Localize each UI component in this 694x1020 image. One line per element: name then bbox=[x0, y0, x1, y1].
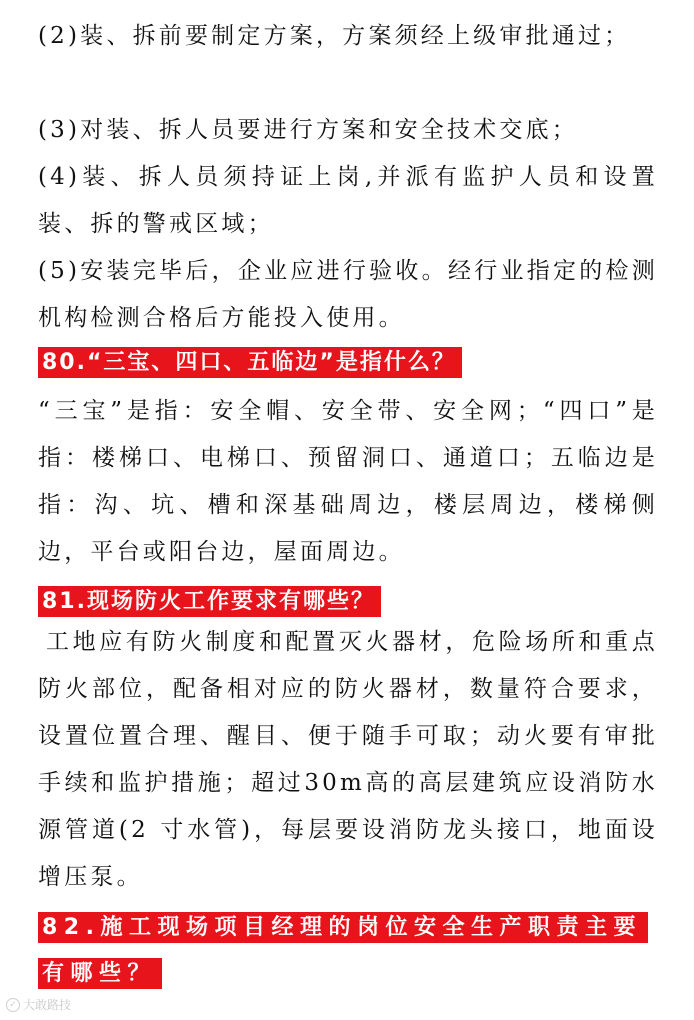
list-item-2: (2)装、拆前要制定方案，方案须经上级审批通过； bbox=[38, 23, 631, 49]
question-80-heading bbox=[38, 344, 462, 382]
list-item-3: (3)对装、拆人员要进行方案和安全技术交底； bbox=[38, 117, 578, 143]
question-81-heading bbox=[38, 583, 381, 621]
question-81-heading-text: 81.现场防火工作要求有哪些？ bbox=[38, 586, 381, 617]
watermark-text: 大敢路技 bbox=[23, 998, 72, 1012]
question-80-heading-text: 80.“三宝、四口、五临边”是指什么？ bbox=[38, 347, 462, 378]
question-81-answer: 工地应有防火制度和配置灭火器材，危险场所和重点防火部位，配备相对应的防火器材，数量符合要求，设置位置合理、醒目、便于随手可取；动火要有审批手续和监护措施；超过30m高的高层建筑应设消防水源管道(2 寸水管)，每层要设消防龙头接口，地面设增压泵。 bbox=[38, 629, 658, 890]
question-82-heading bbox=[38, 905, 668, 997]
question-82-heading-text: 82.施工现场项目经理的岗位安全生产职责主要有哪些？ bbox=[38, 912, 648, 989]
list-item-5: (5)安装完毕后，企业应进行验收。经行业指定的检测机构检测合格后方能投入使用。 bbox=[38, 258, 658, 331]
watermark-logo-icon: ✓ bbox=[6, 998, 20, 1012]
question-80-answer: “三宝”是指：安全帽、安全带、安全网；“四口”是指：楼梯口、电梯口、预留洞口、通道口；五临边是指：沟、坑、槽和深基础周边，楼层周边，楼梯侧边，平台或阳台边，屋面周边。 bbox=[38, 398, 658, 565]
list-item-4: (4)装、拆人员须持证上岗,并派有监护人员和设置装、拆的警戒区域； bbox=[38, 164, 658, 237]
watermark bbox=[6, 996, 71, 1013]
